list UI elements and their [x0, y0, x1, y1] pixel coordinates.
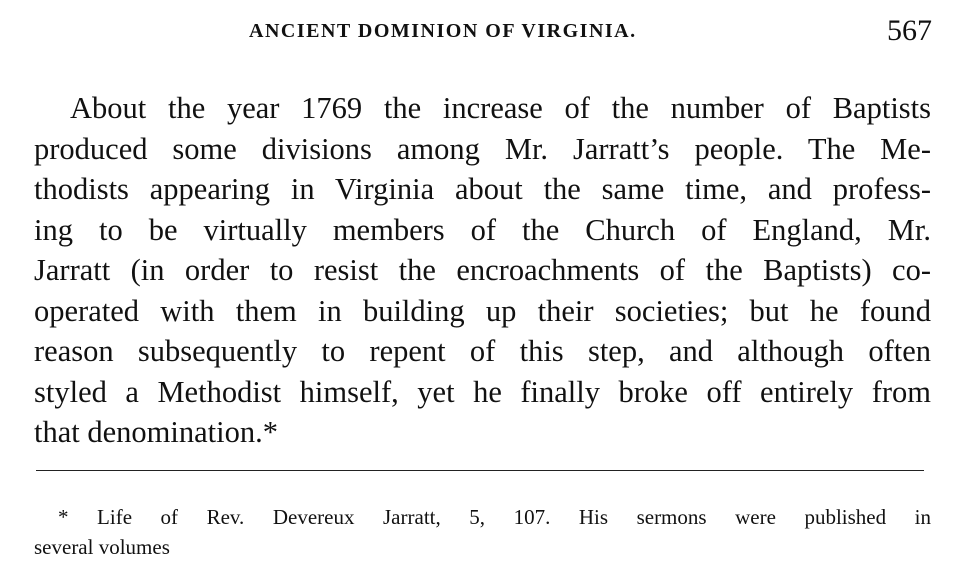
body-line: About the year 1769 the increase of the number of Baptists [70, 91, 931, 125]
body-line: thodists appearing in Virginia about the same time, and profess- [34, 172, 931, 206]
body-line: reason subsequently to repent of this step, and although often [34, 334, 931, 368]
body-line: ing to be virtually members of the Church of England, Mr. [34, 212, 931, 247]
body-paragraph [34, 88, 931, 453]
footnote-line: * Life of Rev. Devereux Jarratt, 5, 107. His sermons were published in [58, 505, 931, 529]
body-line: operated with them in building up their societies; but he found [34, 293, 931, 328]
body-line: styled a Methodist himself, yet he finally broke off entirely from [34, 374, 931, 409]
footnote-line: several volumes [34, 535, 170, 559]
body-line: produced some divisions among Mr. Jarratt’s people. The Me- [34, 131, 931, 166]
running-title: ANCIENT DOMINION OF VIRGINIA. [249, 20, 637, 42]
body-line: that denomination.* [34, 415, 278, 449]
footnote-divider [36, 470, 924, 471]
page-number: 567 [887, 14, 932, 47]
body-line: Jarratt (in order to resist the encroachments of the Baptists) co- [34, 253, 931, 287]
footnote [34, 502, 931, 562]
